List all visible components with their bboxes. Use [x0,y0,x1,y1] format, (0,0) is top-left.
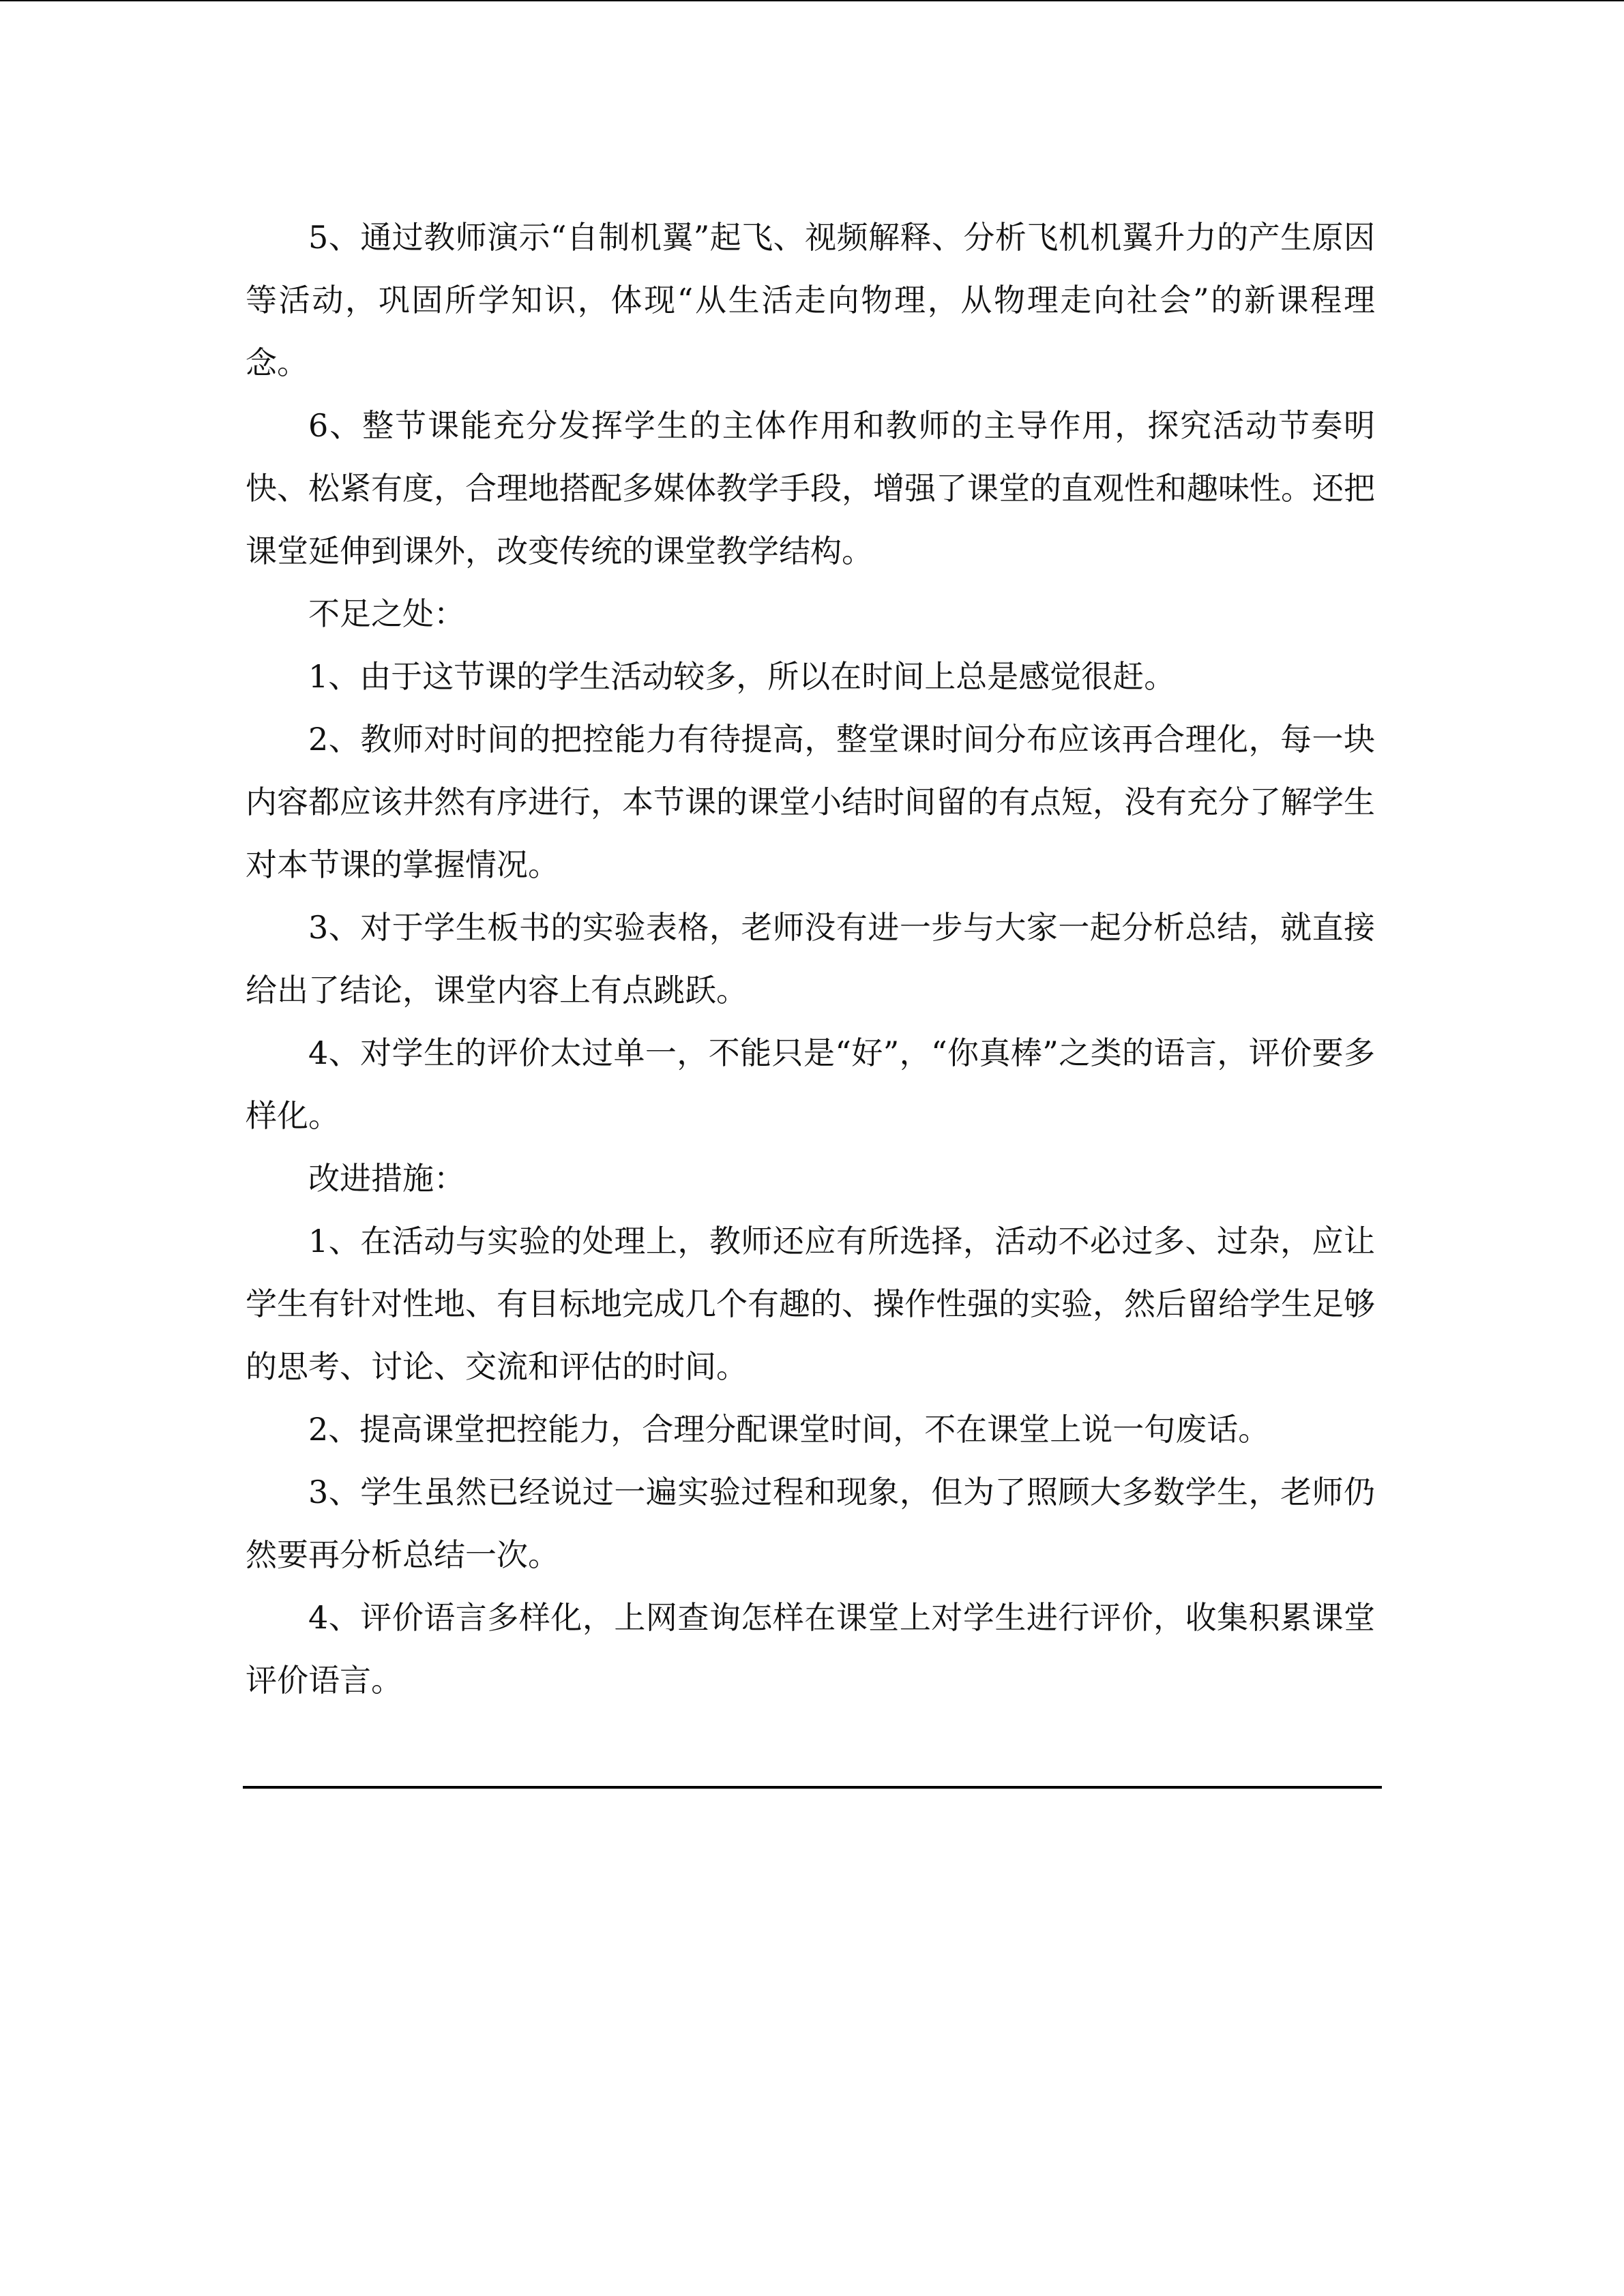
paragraph-point-6: 6、整节课能充分发挥学生的主体作用和教师的主导作用，探究活动节奏明快、松紧有度，合理地搭配多媒体教学手段，增强了课堂的直观性和趣味性。还把课堂延伸到课外，改变传统的课堂教学结构。 [246,407,1375,569]
shortcoming-item-4: 4、对学生的评价太过单一，不能只是“好”，“你真棒”之类的语言，评价要多样化。 [246,1034,1375,1134]
section-heading-shortcomings: 不足之处： [308,595,465,632]
section-heading-improvements: 改进措施： [308,1160,465,1197]
footer-divider [243,1786,1382,1789]
shortcoming-item-2: 2、教师对时间的把控能力有待提高，整堂课时间分布应该再合理化，每一块内容都应该井然有序进行，本节课的课堂小结时间留的有点短，没有充分了解学生对本节课的掌握情况。 [246,721,1375,883]
improvement-item-2: 2、提高课堂把控能力，合理分配课堂时间，不在课堂上说一句废话。 [308,1411,1270,1448]
document-body [246,206,1375,1712]
shortcoming-item-3: 3、对于学生板书的实验表格，老师没有进一步与大家一起分析总结，就直接给出了结论，课堂内容上有点跳跃。 [246,909,1375,1009]
paragraph-point-5: 5、通过教师演示“自制机翼”起飞、视频解释、分析飞机机翼升力的产生原因等活动，巩固所学知识，体现“从生活走向物理，从物理走向社会”的新课程理念。 [246,219,1375,381]
improvement-item-3: 3、学生虽然已经说过一遍实验过程和现象，但为了照顾大多数学生，老师仍然要再分析总结一次。 [246,1474,1375,1573]
improvement-item-4: 4、评价语言多样化，上网查询怎样在课堂上对学生进行评价，收集积累课堂评价语言。 [246,1599,1375,1699]
improvement-item-1: 1、在活动与实验的处理上，教师还应有所选择，活动不必过多、过杂，应让学生有针对性地、有目标地完成几个有趣的、操作性强的实验，然后留给学生足够的思考、讨论、交流和评估的时间。 [246,1223,1375,1385]
shortcoming-item-1: 1、由于这节课的学生活动较多，所以在时间上总是感觉很赶。 [308,658,1176,695]
